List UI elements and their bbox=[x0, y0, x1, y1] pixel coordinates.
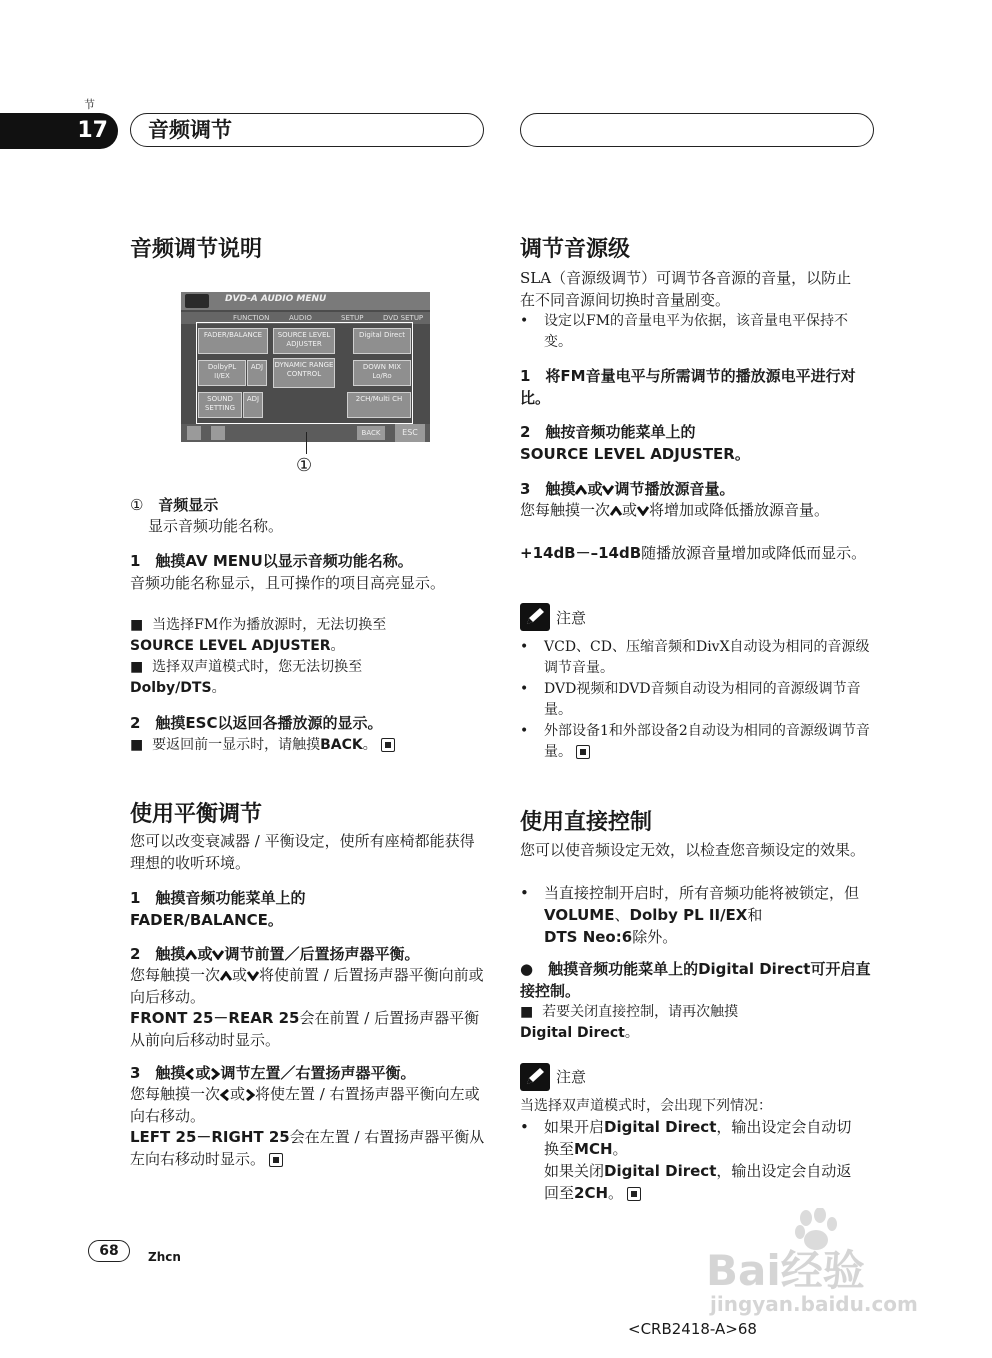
source-level-step-2-cont bbox=[520, 443, 750, 465]
range-bold: LEFT 25－RIGHT 25 bbox=[130, 1128, 290, 1146]
range-bold: +14dB－–14dB bbox=[520, 544, 642, 562]
source-level-range bbox=[520, 542, 870, 564]
balance-step-1-cont bbox=[130, 909, 283, 931]
left-chevron-icon bbox=[220, 1089, 230, 1101]
bullet-text: 和 bbox=[747, 906, 763, 924]
note-bold: Digital Direct bbox=[604, 1162, 717, 1180]
screen-button: DOWN MIX Lo/Ro bbox=[353, 360, 411, 386]
range-tail: 会在前置 / 后置扬声器平衡从前向后移动时显示。 bbox=[130, 1009, 480, 1049]
down-chevron-icon bbox=[637, 506, 649, 516]
range-tail: 随播放源音量增加或降低而显示。 bbox=[641, 544, 867, 562]
bullet-bold: DTS Neo:6 bbox=[544, 928, 633, 946]
bullet-text: 设定以FM的音量电平为依据，该音量电平保持不变。 bbox=[544, 313, 849, 350]
direct-sub-bullet-cont bbox=[520, 1023, 639, 1044]
note-item-text: DVD视频和DVD音频自动设为相同的音源级调节音量。 bbox=[544, 681, 861, 718]
screen-button: DolbyPL II/EX bbox=[198, 360, 246, 386]
legend-title: 音频显示 bbox=[158, 496, 219, 514]
balance-step-3 bbox=[130, 1062, 415, 1084]
balance-step-1: 1 触摸音频功能菜单上的 bbox=[130, 889, 306, 907]
range-bold: FRONT 25－REAR 25 bbox=[130, 1009, 300, 1027]
step-text: 或 bbox=[195, 1064, 211, 1082]
body-text: 或 bbox=[622, 501, 638, 519]
bullet-1-text: 当选择FM作为播放源时，无法切换至 bbox=[152, 617, 387, 633]
body-text: 您每触摸一次 bbox=[130, 1085, 221, 1103]
screen-button: FADER/BALANCE bbox=[198, 328, 268, 354]
step-text: ● 触摸音频功能菜单上的 bbox=[520, 960, 699, 978]
chapter-number: 17 bbox=[77, 118, 108, 143]
bullet-dot: • bbox=[520, 884, 529, 902]
end-mark-icon bbox=[381, 738, 395, 752]
watermark-url: jingyan.baidu.com bbox=[710, 1292, 918, 1316]
step-1-body: 音频功能名称显示，且可操作的项目高亮显示。 bbox=[130, 574, 446, 592]
note-bold: 2CH bbox=[574, 1184, 609, 1202]
right-chevron-icon bbox=[210, 1068, 220, 1080]
body-text: 您每触摸一次 bbox=[520, 501, 611, 519]
bullet-text: 除外。 bbox=[632, 928, 678, 946]
up-chevron-icon bbox=[220, 971, 232, 981]
screen-button: SOURCE LEVEL ADJUSTER bbox=[273, 328, 335, 354]
note-text: 。 bbox=[612, 1140, 628, 1158]
note-pencil-icon bbox=[520, 603, 550, 631]
step-text: 可开启直接控制。 bbox=[520, 960, 871, 1000]
source-level-step-1: 1 将FM音量电平与所需调节的播放源电平进行对比。 bbox=[520, 367, 856, 407]
end-mark-icon bbox=[576, 745, 590, 759]
bullet-dot: • bbox=[520, 639, 529, 655]
language-code: Zhcn bbox=[148, 1250, 181, 1264]
balance-intro: 您可以改变衰减器 / 平衡设定，使所有座椅都能获得理想的收听环境。 bbox=[130, 832, 475, 872]
direct-sub-bullet: ■ 若要关闭直接控制，请再次触摸 bbox=[520, 1004, 739, 1020]
callout-line bbox=[306, 432, 307, 454]
note-item bbox=[520, 679, 870, 721]
note-item-text: VCD、CD、压缩音频和DivX自动设为相同的音源级调节音量。 bbox=[544, 639, 870, 676]
document-code: <CRB2418-A>68 bbox=[628, 1320, 757, 1338]
step-1-title: 1 触摸AV MENU以显示音频功能名称。 bbox=[130, 552, 413, 570]
bullet-text: 当直接控制开启时，所有音频功能将被锁定，但 bbox=[544, 884, 860, 902]
direct-intro: 您可以使音频设定无效，以检查您音频设定的效果。 bbox=[520, 841, 866, 859]
step-text: 调节前置／后置扬声器平衡。 bbox=[224, 945, 420, 963]
screen-tab: DVD SETUP bbox=[383, 314, 424, 322]
screen-tab: FUNCTION bbox=[233, 314, 270, 322]
legend-number: ① bbox=[130, 496, 144, 514]
note-pencil-icon bbox=[520, 1063, 550, 1091]
screen-tab: AUDIO bbox=[289, 314, 312, 322]
chapter-title: 音频调节 bbox=[148, 118, 232, 142]
end-mark-icon bbox=[269, 1153, 283, 1167]
step-tail: 。 bbox=[734, 445, 750, 463]
source-level-intro: SLA（音源级调节）可调节各音源的音量，以防止在不同音源间切换时音量剧变。 bbox=[520, 269, 852, 309]
down-chevron-icon bbox=[602, 485, 614, 495]
callout-mark: ① bbox=[296, 455, 313, 476]
up-chevron-icon bbox=[610, 506, 622, 516]
source-level-step-3-body bbox=[520, 499, 865, 521]
bullet-3-text: 要返回前一显示时，请触摸 bbox=[152, 737, 321, 753]
body-text: 或 bbox=[230, 1085, 246, 1103]
section-label: 节 bbox=[84, 98, 95, 111]
up-chevron-icon bbox=[575, 485, 587, 495]
source-level-step-2: 2 触按音频功能菜单上的 bbox=[520, 423, 696, 441]
screen-back-button: BACK bbox=[357, 426, 385, 440]
screen-esc-button: ESC bbox=[395, 424, 425, 442]
source-level-step-3 bbox=[520, 478, 734, 500]
bullet-1-tail: 。 bbox=[330, 638, 345, 654]
note-text: 如果开启 bbox=[544, 1118, 605, 1136]
balance-step-2-body bbox=[130, 964, 485, 1008]
page-number: 68 bbox=[99, 1243, 119, 1259]
note-item bbox=[520, 721, 870, 763]
left-chevron-icon bbox=[185, 1068, 195, 1080]
screen-tab: SETUP bbox=[341, 314, 364, 322]
header-blank-frame bbox=[520, 113, 874, 147]
bullet-2-text: 选择双声道模式时，您无法切换至 bbox=[152, 659, 363, 675]
balance-step-1-bold: FADER/BALANCE bbox=[130, 911, 268, 929]
note-title: 注意 bbox=[556, 609, 587, 627]
device-screenshot bbox=[181, 292, 430, 442]
bullet-bold: Digital Direct bbox=[520, 1025, 625, 1041]
screen-button: Digital Direct bbox=[353, 328, 411, 354]
screen-top-bar-text: DVD-A AUDIO MENU bbox=[225, 294, 327, 304]
bullet-2-tail: 。 bbox=[211, 680, 226, 696]
screen-button: ADJ bbox=[243, 392, 263, 418]
balance-step-3-body bbox=[130, 1083, 485, 1127]
dvd-logo-icon bbox=[185, 294, 209, 308]
note-title: 注意 bbox=[556, 1068, 587, 1086]
section-title-balance: 使用平衡调节 bbox=[130, 802, 263, 827]
direct-bullet bbox=[520, 882, 865, 948]
step-text: 或 bbox=[587, 480, 603, 498]
bullet-text: 、 bbox=[614, 906, 630, 924]
bullet-2-cont bbox=[130, 678, 226, 699]
screen-button: DYNAMIC RANGE CONTROL bbox=[273, 358, 335, 388]
section-title-audio-intro: 音频调节说明 bbox=[130, 237, 263, 262]
watermark-logo: Bai经验 bbox=[706, 1246, 865, 1295]
note-intro: 当选择双声道模式时，会出现下列情况： bbox=[520, 1098, 772, 1114]
section-title-direct: 使用直接控制 bbox=[520, 810, 653, 835]
direct-step bbox=[520, 958, 875, 1002]
note-bold: MCH bbox=[574, 1140, 613, 1158]
step-text: 3 触摸 bbox=[130, 1064, 186, 1082]
bullet-dot: • bbox=[520, 1118, 529, 1136]
bullet-3-bold: BACK bbox=[320, 737, 363, 753]
down-chevron-icon bbox=[247, 971, 259, 981]
note-item bbox=[520, 1116, 865, 1204]
bullet-3: ■ 要返回前一显示时，请触摸BACK。 bbox=[130, 735, 395, 756]
body-text: 您每触摸一次 bbox=[130, 966, 221, 984]
balance-step-3-range bbox=[130, 1126, 485, 1170]
audio-display-frame bbox=[196, 322, 413, 424]
bullet-text: 若要关闭直接控制，请再次触摸 bbox=[542, 1004, 739, 1020]
balance-step-2-range bbox=[130, 1007, 485, 1051]
bullet-1-bold: SOURCE LEVEL ADJUSTER bbox=[130, 638, 331, 654]
note-text: 。 bbox=[608, 1184, 624, 1202]
bullet-dot: • bbox=[520, 313, 529, 329]
body-text: 将使左置 / 右置扬声器平衡向左或向右移动。 bbox=[130, 1085, 480, 1125]
bullet-1-cont bbox=[130, 636, 345, 657]
bullet-tail: 。 bbox=[624, 1025, 639, 1041]
body-text: 将增加或降低播放源音量。 bbox=[649, 501, 830, 519]
bullet-2-bold: Dolby/DTS bbox=[130, 680, 212, 696]
bullet-bold: VOLUME bbox=[544, 906, 615, 924]
bullet-3-tail: 。 bbox=[362, 737, 377, 753]
note-text: ，输出设定会自动返回至 bbox=[544, 1162, 852, 1202]
step-bold: Digital Direct bbox=[698, 960, 811, 978]
bullet-dot: • bbox=[520, 723, 529, 739]
balance-step-1-tail: 。 bbox=[267, 911, 283, 929]
down-chevron-icon bbox=[212, 950, 224, 960]
screen-button: 2CH/Multi CH bbox=[347, 392, 411, 418]
screen-button: ADJ bbox=[247, 360, 267, 386]
note-text: ，输出设定会自动切换至 bbox=[544, 1118, 852, 1158]
watermark bbox=[706, 1208, 936, 1318]
down-arrow-icon bbox=[187, 426, 201, 440]
bullet-1: ■ 当选择FM作为播放源时，无法切换至 bbox=[130, 617, 387, 633]
legend-item bbox=[130, 494, 218, 516]
source-level-bullet bbox=[520, 311, 865, 353]
range-tail: 会在左置 / 右置扬声器平衡从左向右移动时显示。 bbox=[130, 1128, 485, 1168]
step-text: 3 触摸 bbox=[520, 480, 576, 498]
up-chevron-icon bbox=[185, 950, 197, 960]
body-text: 将使前置 / 后置扬声器平衡向前或向后移动。 bbox=[130, 966, 484, 1006]
bullet-2: ■ 选择双声道模式时，您无法切换至 bbox=[130, 659, 363, 675]
screen-top-bar bbox=[181, 292, 430, 310]
note-item-text: 外部设备1和外部设备2自动设为相同的音源级调节音量。 bbox=[544, 723, 870, 760]
step-text: 调节播放源音量。 bbox=[614, 480, 735, 498]
bullet-bold: Dolby PL II/EX bbox=[629, 906, 748, 924]
note-text: 如果关闭 bbox=[544, 1162, 605, 1180]
section-title-source-level: 调节音源级 bbox=[520, 237, 631, 262]
note-item bbox=[520, 637, 870, 679]
body-text: 或 bbox=[232, 966, 248, 984]
step-text: 调节左置／右置扬声器平衡。 bbox=[220, 1064, 416, 1082]
step-bold: SOURCE LEVEL ADJUSTER bbox=[520, 445, 735, 463]
step-text: 或 bbox=[197, 945, 213, 963]
legend-desc: 显示音频功能名称。 bbox=[148, 517, 284, 535]
bullet-dot: • bbox=[520, 681, 529, 697]
balance-step-2 bbox=[130, 943, 419, 965]
screen-button: SOUND SETTING bbox=[198, 392, 242, 418]
note-bold: Digital Direct bbox=[604, 1118, 717, 1136]
end-mark-icon bbox=[627, 1187, 641, 1201]
step-text: 2 触摸 bbox=[130, 945, 186, 963]
up-arrow-icon bbox=[211, 426, 225, 440]
step-2-title: 2 触摸ESC以返回各播放源的显示。 bbox=[130, 714, 383, 732]
right-chevron-icon bbox=[245, 1089, 255, 1101]
